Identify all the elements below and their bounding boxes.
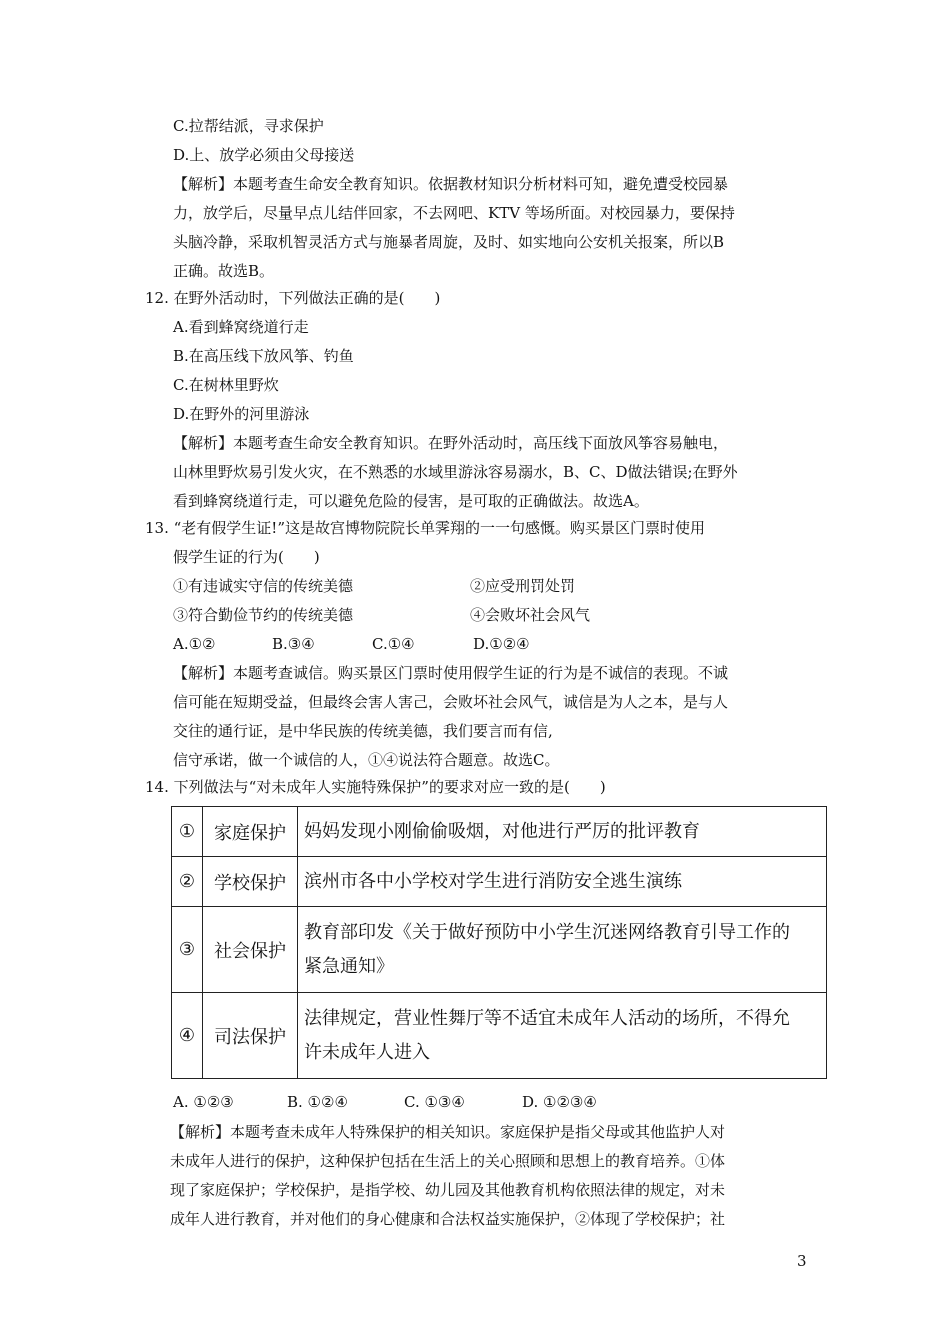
q13-stem: 13. “老有假学生证!”这是故宫博物院院长单霁翔的一一句感慨。购买景区门票时使用 — [145, 519, 705, 537]
q11-analysis-line: 力，放学后，尽量早点儿结伴回家，不去网吧、KTV 等场所面。对校园暴力，要保持 — [173, 204, 735, 222]
q13-analysis-line: 信可能在短期受益，但最终会害人害己，会败坏社会风气，诚信是为人之本，是与人 — [173, 693, 729, 711]
q13-item-3: ③符合勤俭节约的传统美德 — [173, 606, 354, 624]
row-number: ③ — [172, 907, 203, 993]
protection-table — [171, 806, 827, 1079]
q13-choice-b: B.③④ — [272, 635, 315, 653]
q12-option-d: D.在野外的河里游泳 — [173, 405, 310, 423]
q14-analysis-line: 成年人进行教育，并对他们的身心健康和合法权益实施保护，②体现了学校保护；社 — [170, 1210, 726, 1228]
q12-option-c: C.在树林里野炊 — [173, 376, 279, 394]
q14-choice-b: B. ①②④ — [287, 1093, 348, 1111]
q13-item-2: ②应受刑罚处罚 — [470, 577, 576, 595]
q12-option-b: B.在高压线下放风筝、钓鱼 — [173, 347, 354, 365]
q11-analysis-line: 【解析】本题考查生命安全教育知识。依据教材知识分析材料可知，避免遭受校园暴 — [173, 175, 729, 193]
q12-analysis-line: 【解析】本题考查生命安全教育知识。在野外活动时，高压线下面放风筝容易触电， — [173, 434, 729, 452]
protection-desc-line: 教育部印发《关于做好预防中小学生沉迷网络教育引导工作的 — [304, 921, 790, 943]
q13-item-4: ④会败坏社会风气 — [470, 606, 591, 624]
q12-stem: 12. 在野外活动时，下列做法正确的是( ) — [145, 289, 441, 307]
q14-analysis-line: 现了家庭保护；学校保护，是指学校、幼儿园及其他教育机构依照法律的规定，对未 — [170, 1181, 726, 1199]
q13-choice-a: A.①② — [173, 635, 216, 653]
q14-stem: 14. 下列做法与“对未成年人实施特殊保护”的要求对应一致的是( ) — [145, 778, 606, 796]
row-number: ② — [172, 857, 203, 907]
q11-option-d: D.上、放学必须由父母接送 — [173, 146, 355, 164]
q13-item-1: ①有违诚实守信的传统美德 — [173, 577, 354, 595]
protection-type: 社会保护 — [203, 907, 298, 993]
table-row — [172, 907, 827, 993]
protection-desc-line: 许未成年人进入 — [304, 1041, 430, 1063]
q12-analysis-line: 看到蜂窝绕道行走，可以避免危险的侵害，是可取的正确做法。故选A。 — [173, 492, 649, 510]
q14-choice-c: C. ①③④ — [404, 1093, 465, 1111]
protection-desc — [298, 993, 827, 1079]
q14-choice-d: D. ①②③④ — [522, 1093, 597, 1111]
q13-analysis-line: 信守承诺，做一个诚信的人，①④说法符合题意。故选C。 — [173, 751, 560, 769]
q14-analysis-line: 【解析】本题考查未成年人特殊保护的相关知识。家庭保护是指父母或其他监护人对 — [170, 1123, 726, 1141]
protection-desc: 滨州市各中小学校对学生进行消防安全逃生演练 — [298, 857, 827, 907]
protection-type: 家庭保护 — [203, 807, 298, 857]
q12-option-a: A.看到蜂窝绕道行走 — [173, 318, 309, 336]
q12-analysis-line: 山林里野炊易引发火灾，在不熟悉的水域里游泳容易溺水，B、C、D做法错误;在野外 — [173, 463, 738, 481]
protection-desc-line: 紧急通知》 — [304, 955, 394, 977]
q13-analysis-line: 交往的通行证，是中华民族的传统美德，我们要言而有信, — [173, 722, 553, 740]
protection-type: 司法保护 — [203, 993, 298, 1079]
table-row — [172, 807, 827, 857]
protection-type: 学校保护 — [203, 857, 298, 907]
page-number: 3 — [797, 1252, 807, 1270]
q14-choice-a: A. ①②③ — [173, 1093, 234, 1111]
table-row — [172, 857, 827, 907]
protection-desc: 妈妈发现小刚偷偷吸烟，对他进行严厉的批评教育 — [298, 807, 827, 857]
q13-choice-d: D.①②④ — [473, 635, 530, 653]
row-number: ① — [172, 807, 203, 857]
q11-analysis-line: 正确。故选B。 — [173, 262, 275, 280]
q11-option-c: C.拉帮结派，寻求保护 — [173, 117, 324, 135]
protection-desc-line: 法律规定，营业性舞厅等不适宜未成年人活动的场所，不得允 — [304, 1007, 790, 1029]
q13-analysis-line: 【解析】本题考查诚信。购买景区门票时使用假学生证的行为是不诚信的表现。不诚 — [173, 664, 729, 682]
q14-analysis-line: 未成年人进行的保护，这种保护包括在生活上的关心照顾和思想上的教育培养。①体 — [170, 1152, 726, 1170]
protection-desc — [298, 907, 827, 993]
q13-stem-cont: 假学生证的行为( ) — [173, 548, 320, 566]
q11-analysis-line: 头脑冷静，采取机智灵活方式与施暴者周旋，及时、如实地向公安机关报案，所以B — [173, 233, 725, 251]
q13-choice-c: C.①④ — [372, 635, 415, 653]
row-number: ④ — [172, 993, 203, 1079]
table-row — [172, 993, 827, 1079]
